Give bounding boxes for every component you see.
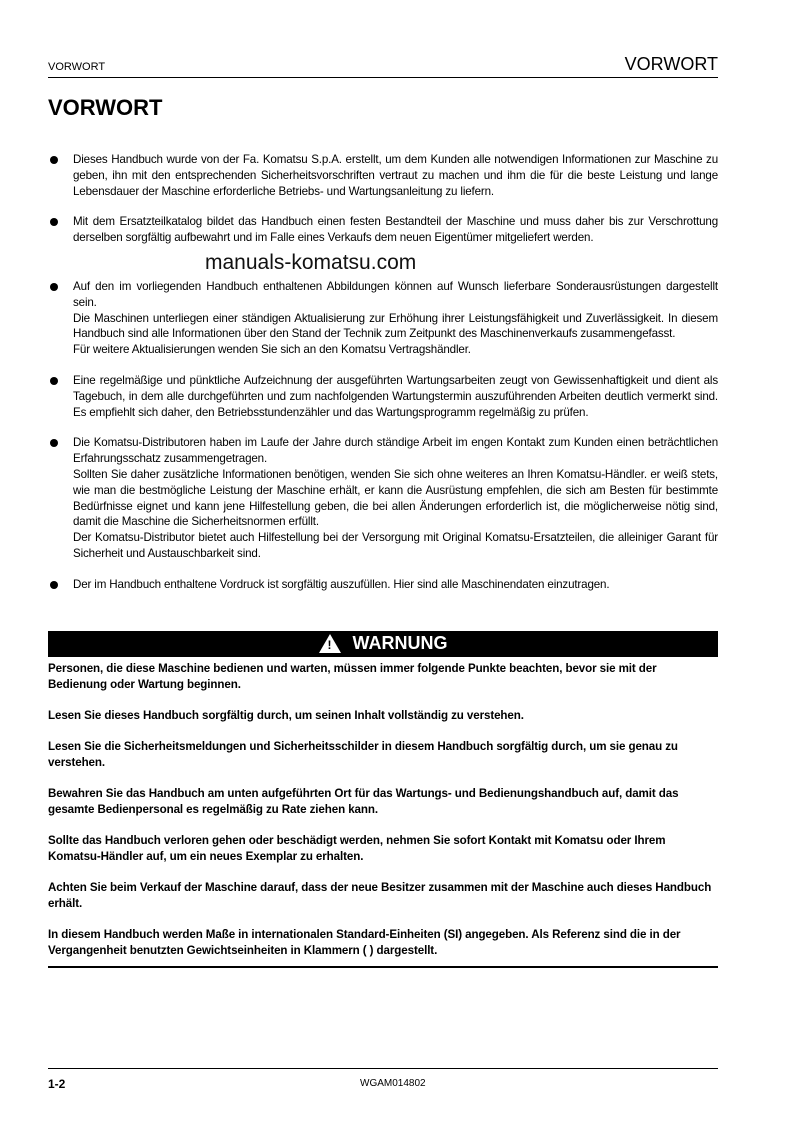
footer-rule xyxy=(48,1068,718,1069)
bullet-item xyxy=(48,152,718,199)
warning-box xyxy=(48,631,718,968)
content-column xyxy=(48,152,718,968)
header-rule xyxy=(48,77,718,78)
bullet-list xyxy=(48,152,718,593)
warning-paragraph: Personen, die diese Maschine bedienen und warten, müssen immer folgende Punkte beachten, bevor sie mit der Bedienung oder Wartung beginnen. xyxy=(48,661,657,691)
warning-body xyxy=(48,657,718,959)
bullet-paragraph: Die Komatsu-Distributoren haben im Laufe der Jahre durch ständige Arbeit im engen Kontakt zum Kunden einen beträchtlichen Erfahrungsschatz zusammengetragen. xyxy=(73,436,718,466)
bullet-paragraph: Die Maschinen unterliegen einer ständigen Aktualisierung zur Erhöhung ihrer Leistungsfähigkeit und Zuverlässigkeit. In diesem Handbuch sind alle Informationen über den Stand der Technik zum Zeitpunkt des Maschinenverkaufs zusammengefasst. xyxy=(73,311,718,341)
warning-paragraph: Achten Sie beim Verkauf der Maschine darauf, dass der neue Besitzer zusammen mit der Maschine auch dieses Handbuch erhält. xyxy=(48,880,712,910)
bullet-paragraph: Sollten Sie daher zusätzliche Informationen benötigen, wenden Sie sich ohne weiteres an Ihren Komatsu-Händler. er weiß stets, wie man die bestmögliche Leistung der Maschine erhält, er kann die Ausrüstung empfehlen, die sich am Besten für bestimmte Bedürfnisse eignet und kann jene Hilfestellung geben, die bei allen Änderungen erforderlich ist, die möglicherweise nötig sind, damit die Maschine die Sicherheitsnormen erfüllt. xyxy=(73,467,718,529)
bullet-item xyxy=(48,577,718,593)
page-title: VORWORT xyxy=(48,95,163,120)
warning-paragraph: Sollte das Handbuch verloren gehen oder beschädigt werden, nehmen Sie sofort Kontakt mit Komatsu oder Ihrem Komatsu-Händler auf, um ein neues Exemplar zu erhalten. xyxy=(48,833,666,863)
bullet-dot-icon xyxy=(50,439,58,447)
bullet-item xyxy=(48,214,718,246)
warning-paragraph: In diesem Handbuch werden Maße in internationalen Standard-Einheiten (SI) angegeben. Als Referenz sind die in der Vergangenheit benutzten Gewichtseinheiten in Klammern ( ) dargestellt. xyxy=(48,927,681,957)
bullet-dot-icon xyxy=(50,156,58,164)
bullet-item xyxy=(48,435,718,561)
header-chapter-title: VORWORT xyxy=(624,54,718,74)
document-code: WGAM014802 xyxy=(360,1078,426,1089)
bullet-paragraph: Der Komatsu-Distributor bietet auch Hilfestellung bei der Versorgung mit Original Komatsu-Ersatzteilen, die alleiniger Garant für Sicherheit und Austauschbarkeit sind. xyxy=(73,531,718,560)
warning-triangle-icon: ! xyxy=(319,634,341,653)
bullet-dot-icon xyxy=(50,581,58,589)
bullet-item xyxy=(48,279,718,358)
bullet-dot-icon xyxy=(50,218,58,226)
bullet-paragraph: Der im Handbuch enthaltene Vordruck ist sorgfältig auszufüllen. Hier sind alle Maschinendaten einzutragen. xyxy=(73,577,610,591)
watermark: manuals-komatsu.com xyxy=(205,250,417,274)
bullet-paragraph: Für weitere Aktualisierungen wenden Sie sich an den Komatsu Vertragshändler. xyxy=(73,343,471,357)
bullet-paragraph: Dieses Handbuch wurde von der Fa. Komatsu S.p.A. erstellt, um dem Kunden alle notwendigen Informationen zur Maschine zu geben, ihn mit den entsprechenden Sicherheitsvorschriften vertraut zu machen und ihm die für die beste Leistung und lange Lebensdauer der Maschine erforderliche Betriebs- und Wartungsanleitung zu liefern. xyxy=(73,153,718,198)
bullet-paragraph: Eine regelmäßige und pünktliche Aufzeichnung der ausgeführten Wartungsarbeiten zeugt von Gewissenhaftigkeit und dient als Tagebuch, in dem alle durchgeführten und zum nachfolgenden Wartungstermin auszuführenden Arbeiten deutlich vermerkt sind. Es empfiehlt sich daher, den Betriebsstundenzähler und das Wartungsprogramm regelmäßig zu prüfen. xyxy=(73,373,718,419)
warning-label: WARNUNG xyxy=(352,633,448,654)
warning-bottom-rule xyxy=(48,966,718,968)
bullet-paragraph: Mit dem Ersatzteilkatalog bildet das Handbuch einen festen Bestandteil der Maschine und muss daher bis zur Verschrottung derselben sorgfältig aufbewahrt und im Falle eines Verkaufs dem neuen Eigentümer mitgeliefert werden. xyxy=(73,215,718,245)
bullet-dot-icon xyxy=(50,377,58,385)
warning-paragraph: Bewahren Sie das Handbuch am unten aufgeführten Ort für das Wartungs- und Bedienungshandbuch auf, damit das gesamte Bedienpersonal es regelmäßig zu Rate ziehen kann. xyxy=(48,786,679,816)
warning-header xyxy=(48,631,718,657)
page-number: 1-2 xyxy=(48,1077,66,1091)
header-section-label: VORWORT xyxy=(48,61,106,73)
warning-paragraph: Lesen Sie dieses Handbuch sorgfältig durch, um seinen Inhalt vollständig zu verstehen. xyxy=(48,708,524,722)
warning-paragraph: Lesen Sie die Sicherheitsmeldungen und Sicherheitsschilder in diesem Handbuch sorgfältig durch, um sie genau zu verstehen. xyxy=(48,739,678,769)
bullet-paragraph: Auf den im vorliegenden Handbuch enthaltenen Abbildungen können auf Wunsch lieferbare Sonderausrüstungen dargestellt sein. xyxy=(73,279,718,309)
bullet-dot-icon xyxy=(50,283,58,291)
bullet-item xyxy=(48,373,718,420)
